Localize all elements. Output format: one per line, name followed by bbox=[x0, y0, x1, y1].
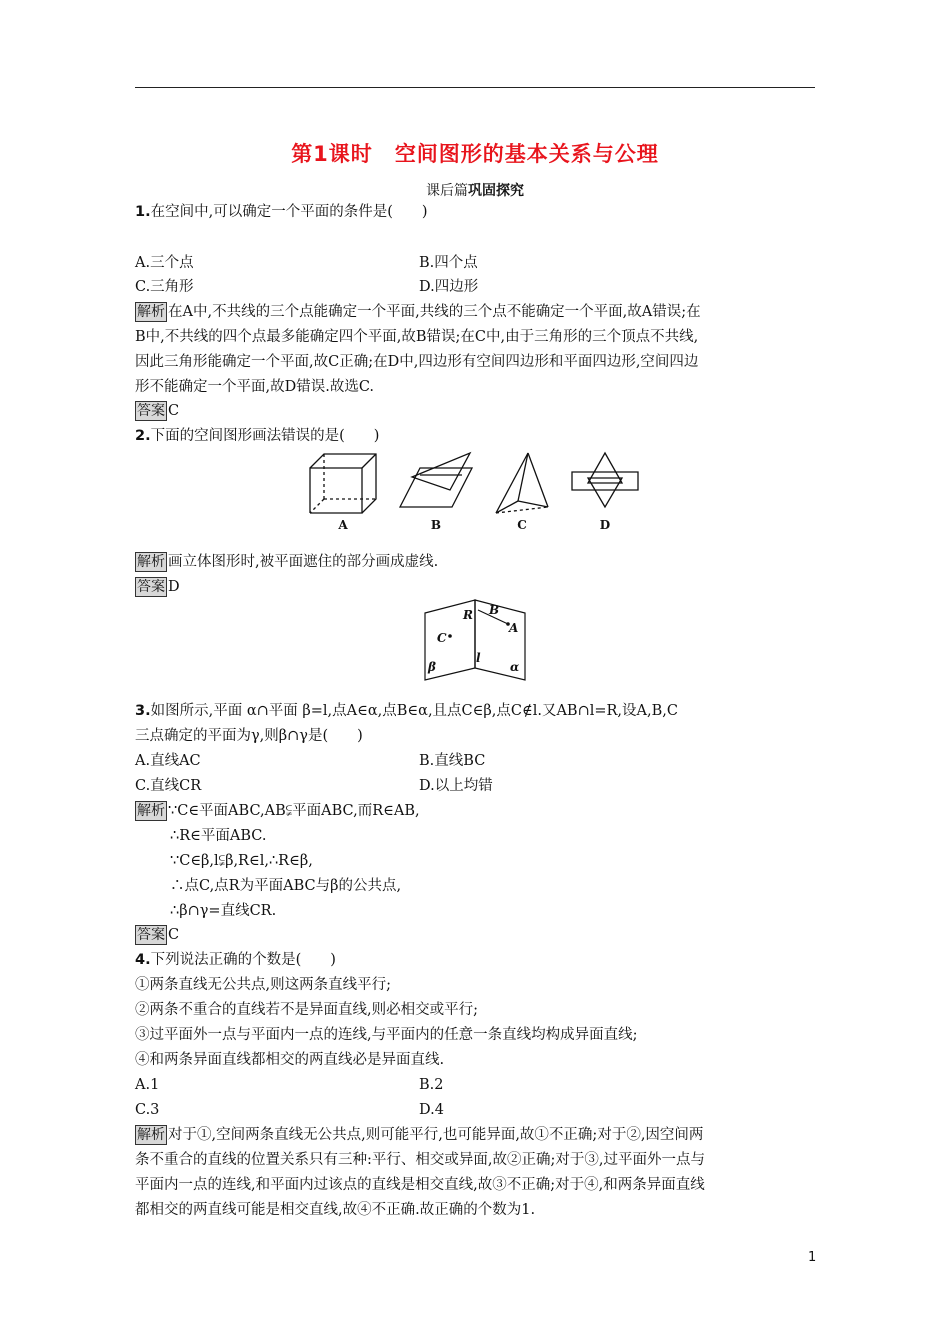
q1-stem: 1.在空间中,可以确定一个平面的条件是( ) bbox=[135, 204, 428, 220]
label-a: A bbox=[509, 621, 519, 635]
header-rule bbox=[135, 87, 815, 88]
q2-analysis: 解析 画立体图形时,被平面遮住的部分画成虚线. bbox=[137, 554, 439, 570]
analysis-tag: 解析 bbox=[137, 554, 165, 570]
figure-label-b: B bbox=[430, 518, 442, 532]
q4-analysis-line: 条不重合的直线的位置关系只有三种:平行、相交或异面,故②正确;对于③,过平面外一点与 bbox=[135, 1152, 705, 1168]
label-beta: β bbox=[428, 660, 436, 674]
figure-d-planes bbox=[572, 453, 638, 507]
q3-analysis-step: ∵C∈β,l⫋β,R∈l,∴R∈β, bbox=[170, 853, 313, 869]
figure-c-tetrahedron bbox=[496, 453, 548, 513]
q4-analysis-line: 平面内一点的连线,和平面内过该点的直线是相交直线,故③不正确;对于④,和两条异面直线 bbox=[135, 1177, 705, 1193]
q3-analysis-step: ∴点C,点R为平面ABC与β的公共点, bbox=[170, 878, 402, 894]
answer-tag: 答案 bbox=[137, 403, 165, 419]
q1-answer: 答案 C bbox=[137, 403, 180, 419]
q4-item: ④和两条异面直线都相交的两直线必是异面直线. bbox=[135, 1052, 445, 1068]
figure-label-d: D bbox=[599, 518, 611, 532]
label-c: C bbox=[437, 631, 447, 645]
q3-analysis-line: 解析 ∵C∈平面ABC,AB⫋平面ABC,而R∈AB, bbox=[137, 803, 420, 819]
q4-item: ②两条不重合的直线若不是异面直线,则必相交或平行; bbox=[135, 1002, 478, 1018]
figure-label-a: A bbox=[338, 518, 348, 532]
q1-analysis-line: B中,不共线的四个点最多能确定四个平面,故B错误;在C中,由于三角形的三个顶点不共线, bbox=[135, 329, 699, 345]
q3-figure bbox=[420, 598, 530, 684]
lesson-number: 第1课时 bbox=[291, 142, 373, 166]
analysis-tag: 解析 bbox=[137, 304, 165, 320]
q4-stem: 4.下列说法正确的个数是( ) bbox=[135, 952, 336, 968]
q2-stem: 2.下面的空间图形画法错误的是( ) bbox=[135, 428, 380, 444]
q1-analysis-line: 因此三角形能确定一个平面,故C正确;在D中,四边形有空间四边形和平面四边形,空间四边 bbox=[135, 354, 699, 370]
q2-answer: 答案 D bbox=[137, 579, 180, 595]
q3-analysis-step: ∴R∈平面ABC. bbox=[170, 828, 267, 844]
analysis-tag: 解析 bbox=[137, 1127, 165, 1143]
q4-options-row2: C.3 D.4 bbox=[135, 1102, 444, 1118]
q3-stem-line: 三点确定的平面为γ,则β∩γ是( ) bbox=[135, 728, 363, 744]
q3-options-row2: C.直线CR D.以上均错 bbox=[135, 778, 493, 794]
subtitle-bold: 巩固探究 bbox=[468, 183, 524, 199]
lesson-title bbox=[0, 138, 950, 168]
q4-analysis-line: 都相交的两直线可能是相交直线,故④不正确.故正确的个数为1. bbox=[135, 1202, 536, 1218]
label-l: l bbox=[476, 651, 481, 665]
q4-analysis-line: 解析 对于①,空间两条直线无公共点,则可能平行,也可能异面,故①不正确;对于②,因空间两 bbox=[137, 1127, 704, 1143]
q3-options-row1: A.直线AC B.直线BC bbox=[135, 753, 486, 769]
q3-answer: 答案 C bbox=[137, 927, 180, 943]
q4-options-row1: A.1 B.2 bbox=[135, 1077, 444, 1093]
label-b: B bbox=[489, 603, 500, 617]
q1-options-row2: C.三角形 D.四边形 bbox=[135, 279, 479, 295]
point-c bbox=[448, 634, 452, 638]
q1-analysis-line: 解析 在A中,不共线的三个点能确定一个平面,共线的三个点不能确定一个平面,故A错误;在 bbox=[137, 304, 701, 320]
label-r: R bbox=[463, 608, 473, 622]
figure-label-c: C bbox=[517, 518, 527, 532]
label-alpha: α bbox=[510, 660, 520, 674]
figure-a-cuboid bbox=[310, 454, 376, 513]
q1-options-row1: A.三个点 B.四个点 bbox=[135, 255, 478, 271]
q2-figures bbox=[300, 445, 650, 535]
answer-tag: 答案 bbox=[137, 927, 165, 943]
subtitle-prefix: 课后篇 bbox=[426, 183, 468, 199]
q3-analysis-step: ∴β∩γ=直线CR. bbox=[170, 903, 277, 919]
q4-item: ③过平面外一点与平面内一点的连线,与平面内的任意一条直线均构成异面直线; bbox=[135, 1027, 638, 1043]
analysis-tag: 解析 bbox=[137, 803, 165, 819]
lesson-topic: 空间图形的基本关系与公理 bbox=[394, 142, 659, 166]
q1-analysis-line: 形不能确定一个平面,故D错误.故选C. bbox=[135, 379, 375, 395]
q3-stem: 3.如图所示,平面 α∩平面 β=l,点A∈α,点B∈α,且点C∈β,点C∉l.又AB∩l=R,设A,B,C bbox=[135, 703, 678, 719]
figure-b-planes bbox=[400, 453, 472, 507]
page-number: 1 bbox=[808, 1250, 817, 1265]
section-subtitle bbox=[0, 180, 950, 200]
answer-tag: 答案 bbox=[137, 579, 165, 595]
q4-item: ①两条直线无公共点,则这两条直线平行; bbox=[135, 977, 391, 993]
